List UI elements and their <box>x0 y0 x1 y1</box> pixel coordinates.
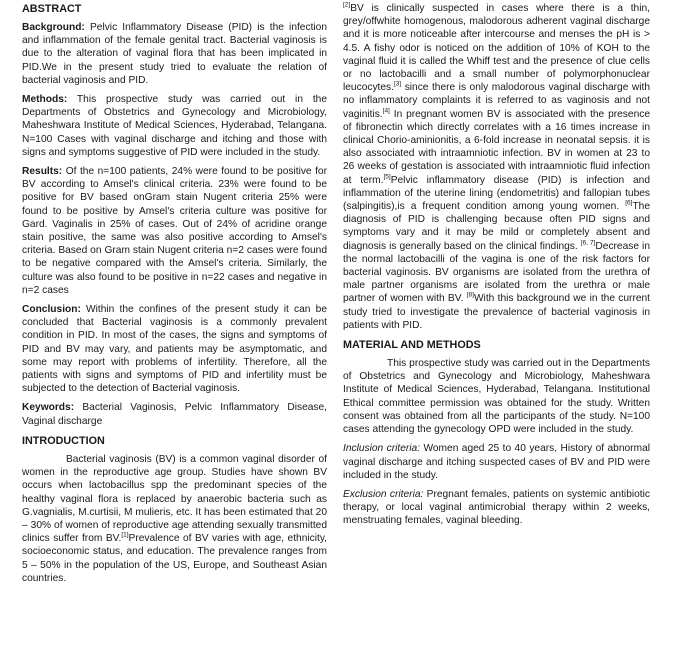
citation-1: [1] <box>121 531 129 539</box>
exclusion-text: Pregnant females, patients on systemic antibiotic therapy, or local vaginal antimicrobial therapy within 2 weeks, menstruating females, vaginal bleeding. <box>343 488 650 527</box>
intro-text-f: Pelvic inflammatory disease (PID) is infection and inflammation of the uterine lining (endometritis) and fallopian tubes (salpingitis),is a frequent condition among young women. <box>343 174 650 213</box>
introduction-heading: INTRODUCTION <box>22 434 105 447</box>
methods-text: This prospective study was carried out in the Departments of Obstetrics and Gynecology and Microbiology, Maheshwara Institute of Medical Sciences, Hyderabad, Telangana. N=100 Cases with vaginal discharge and itching and those with signs and symptoms suggestive of PID were included in the study. <box>22 94 327 158</box>
methods-label: Methods: <box>22 94 68 106</box>
conclusion-text: Within the confines of the present study it can be concluded that Bacterial vaginosis is a commonly prevalent condition in PID. In most of the cases, the signs and symptoms of PID and BV may vary, and patients may be asymptomatic, and some may report with problems of infertility. Therefore, all the patients with signs and symptoms of PID and infertility must be subjected to the detection of Bacterial vaginosis. <box>22 304 327 395</box>
results-text: Of the n=100 patients, 24% were found to be positive for BV according to Amsel's clinical criteria. 23% were found to be positive for BV based onGram stain Nugent criteria 25% were found to be positive by Amsel's criteria culture was positive for Gard. Vaginalis in 25% of cases. Out of 24% of acridine orange stain positive, the same was also positive according to Amsel's criteria. Based on Gram stain Nugent criteria n=2 cases were found to be negative compared with the Amsel's criteria. Similarly, the culture was also found to be positive in n=22 cases and negative in n=2 cases <box>22 166 327 296</box>
intro-text-c: BV is clinically suspected in cases where there is a thin, grey/offwhite homogenous, malodorous adherent vaginal discharge and it is more noticeable after intercourse and menses the pH is > 4.5. A fishy odor is noticed on the addition of 10% of KOH to the vaginal fluid it is called the Whiff test and the presence of clue cells or no lactobacilli and a small number of polymorphonuclear leucocytes. <box>343 3 650 94</box>
citation-6-7: [6, 7] <box>580 239 596 247</box>
abstract-methods <box>22 93 327 159</box>
abstract-keywords <box>22 401 327 427</box>
methods-paragraph: This prospective study was carried out in the Departments of Obstetrics and Gynecology and Microbiology, Maheshwara Institute of Medical Sciences, Hyderabad, Telangana. Institutional Ethical committee permission was obtained for the study. Written consent was obtained from all the participants of the study. N=100 cases attending the gynecology OPD were included in the study. <box>343 358 650 436</box>
intro-text-i: With this background we in the current study tried to investigate the prevalence of bacterial vaginosis in patients with PID. <box>343 293 650 331</box>
exclusion-label: Exclusion criteria: <box>343 488 424 500</box>
intro-text-e: In pregnant women BV is associated with the presence of fibronectin which directly correlates with a 16 times increase in clinical Chorio-aminionitis, a 6-fold increase in neonatal sepsis. it is also associated with intraamniotic infection. BV in women at 23 to 26 weeks of gestation is associated with intraamniotic fluid infection at term. <box>343 108 650 186</box>
exclusion-criteria <box>343 488 650 528</box>
results-label: Results: <box>22 166 63 178</box>
introduction-paragraph <box>22 453 327 585</box>
keywords-text: Bacterial Vaginosis, Pelvic Inflammatory Disease, Vaginal discharge <box>22 402 327 427</box>
inclusion-criteria <box>343 442 650 482</box>
keywords-label: Keywords: <box>22 402 75 414</box>
citation-2: [2] <box>343 1 351 9</box>
intro-text-g: The diagnosis of PID is challenging because often PID signs and symptoms vary and it may be mild or completely absent and diagnosis is generally based on the clinical findings. <box>343 201 650 252</box>
citation-6: [6] <box>625 199 633 207</box>
citation-5: [5] <box>383 173 391 181</box>
citation-8: [8] <box>466 292 474 300</box>
intro-text-h: Decrease in the normal lactobacilli of the vagina is one of the risk factors for bacterial vaginosis. BV organisms are isolated from the urethra of male partner organisms are isolated from the urethra or male partner of women with BV. <box>343 240 650 305</box>
intro-text-d: since there is only malodorous vaginal discharge with no inflammatory complaints it is referred to as vaginosis and not vaginitis. <box>343 82 650 120</box>
right-column <box>343 2 650 528</box>
conclusion-label: Conclusion: <box>22 304 81 316</box>
inclusion-label: Inclusion criteria: <box>343 443 421 455</box>
abstract-heading: ABSTRACT <box>22 3 82 15</box>
citation-4: [4] <box>382 107 390 115</box>
methods-section-heading: MATERIAL AND METHODS <box>343 339 481 352</box>
citation-3: [3] <box>393 80 402 88</box>
intro-text-a: Bacterial vaginosis (BV) is a common vaginal disorder of women in the reproductive age group. Studies have shown BV occurs when lactobacillus spp the predominant species of the healthy vaginal flora is replaced by anaerobic bacteria such as G.vagnialis, M.curtisii, M mulieris, etc. It has been estimated that 20 – 30% of women of reproductive age attending sexually transmitted clinics suffer from BV. <box>22 453 327 545</box>
intro-text-b: Prevalence of BV varies with age, ethnicity, socioeconomic status, and education. The prevalence ranges from 5 – 50% in the population of the US, Europe, and Southeast Asian countries. <box>22 533 327 584</box>
inclusion-text: Women aged 25 to 40 years, History of abnormal vaginal discharge and itching suspected cases of BV and PID were included in the study. <box>343 443 650 481</box>
abstract-results <box>22 165 327 297</box>
abstract-background <box>22 21 327 87</box>
background-label: Background: <box>22 22 85 33</box>
introduction-continued <box>343 2 650 332</box>
abstract-conclusion <box>22 303 327 395</box>
left-column <box>22 2 327 585</box>
background-text: Pelvic Inflammatory Disease (PID) is the infection and inflammation of the female genital tract. Bacterial vaginosis is due to the alteration of vaginal flora that has been implicated in PID.We in the present study tried to evaluate the relation of bacterial vaginosis and PID. <box>22 22 327 86</box>
